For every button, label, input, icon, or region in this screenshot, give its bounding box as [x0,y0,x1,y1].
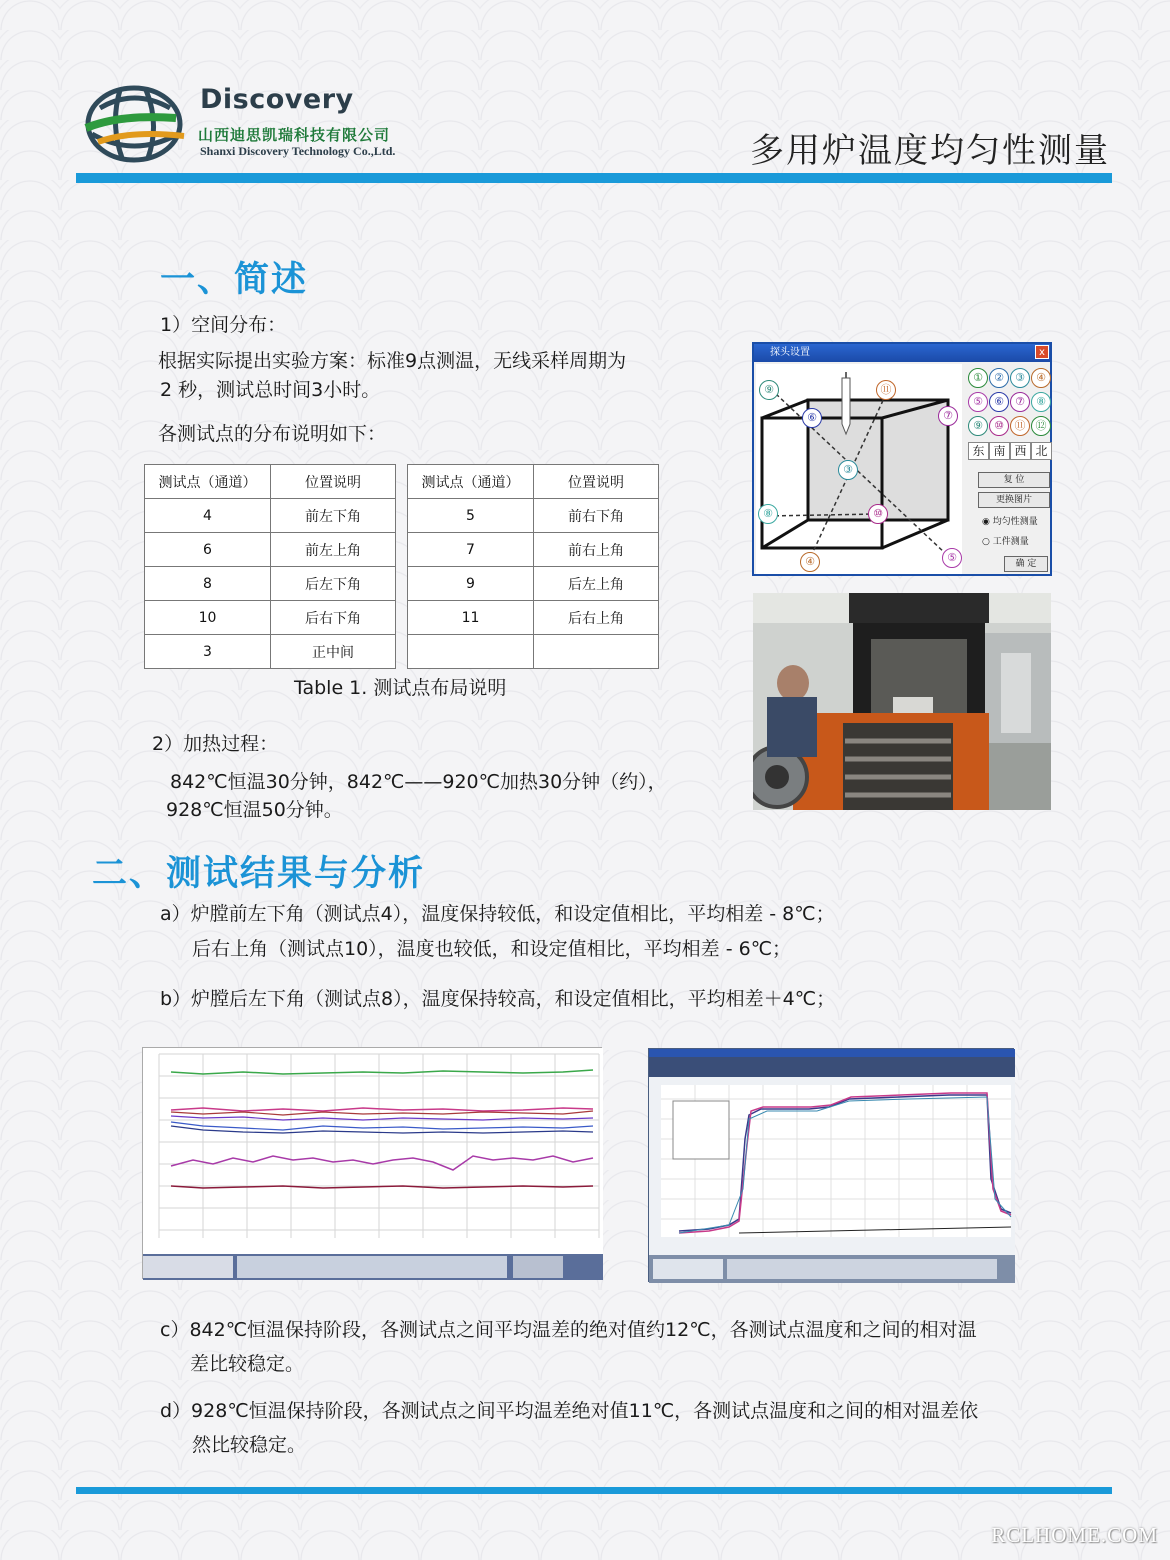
header-divider [76,173,1112,183]
close-icon[interactable]: x [1035,345,1049,359]
table-cell: 3 [145,635,271,669]
table-cell: 7 [408,533,534,567]
radio-checked-icon: ◉ [982,517,990,527]
direction-south[interactable]: 南 [989,442,1010,460]
table-cell: 后右上角 [534,601,659,635]
table-cell: 8 [145,567,271,601]
section1-heading: 一、简述 [160,260,309,300]
probe-point-9[interactable]: ⑨ [759,380,779,400]
probe-point-6[interactable]: ⑥ [802,408,822,428]
probe-point-5[interactable]: ⑤ [942,548,962,568]
table-cell: 11 [408,601,534,635]
table-header: 位置说明 [534,465,659,499]
result-d-line2: 然比较稳定。 [192,1434,307,1456]
chart-full-process-plot [649,1049,1015,1283]
probe-number-3[interactable]: ③ [1010,368,1030,388]
direction-north[interactable]: 北 [1031,442,1052,460]
table-cell: 4 [145,499,271,533]
probe-number-12[interactable]: ⑫ [1031,416,1051,436]
table-row [408,499,659,533]
globe-logo-icon [80,78,198,168]
table-cell: 前右上角 [534,533,659,567]
table-cell: 5 [408,499,534,533]
dialog-title: 探头设置 [754,344,1050,362]
table-right [407,464,659,669]
furnace-cube-diagram [756,364,962,574]
logo-company-en: Shanxi Discovery Technology Co.,Ltd. [200,144,396,158]
watermark-text: RCLHOME.COM [991,1523,1158,1547]
table-row [408,533,659,567]
probe-board [756,364,962,574]
result-b-line1: b）炉膛后左下角（测试点8），温度保持较高，和设定值相比，平均相差＋4℃； [160,988,836,1010]
table-cell: 9 [408,567,534,601]
probe-point-7[interactable]: ⑦ [938,406,958,426]
table-cell: 10 [145,601,271,635]
result-a-line1: a）炉膛前左下角（测试点4），温度保持较低，和设定值相比，平均相差 - 8℃； [160,903,835,925]
probe-point-8[interactable]: ⑧ [758,504,778,524]
furnace-photo [753,593,1051,810]
footer-divider [76,1487,1112,1494]
section1-p2: 各测试点的分布说明如下： [158,423,387,445]
probe-number-4[interactable]: ④ [1031,368,1051,388]
temperature-chart-constant [142,1047,602,1279]
section1-p1-line1: 根据实际提出实验方案：标准9点测温，无线采样周期为 [158,350,627,372]
table-row [408,635,659,669]
probe-number-2[interactable]: ② [989,368,1009,388]
radio-workpiece-label: 工件测量 [992,537,1029,547]
direction-west[interactable]: 西 [1010,442,1031,460]
section2-heading: 二、测试结果与分析 [92,854,426,894]
furnace-photo-illustration [753,593,1051,810]
probe-point-4[interactable]: ④ [800,552,820,572]
table-row [145,499,396,533]
heat-line1: 842℃恒温30分钟，842℃——920℃加热30分钟（约）， [170,771,667,793]
radio-uniformity-label: 均匀性测量 [992,517,1038,527]
table-cell [534,635,659,669]
table-cell: 正中间 [271,635,396,669]
table-caption: Table 1. 测试点布局说明 [294,677,507,699]
logo-name: Discovery [200,84,354,115]
table-row [408,567,659,601]
temperature-chart-full-process [648,1048,1014,1282]
table-cell: 后右下角 [271,601,396,635]
table-left [144,464,396,669]
probe-number-8[interactable]: ⑧ [1031,392,1051,412]
table-row [145,533,396,567]
radio-unchecked-icon: ○ [982,537,990,547]
document-title: 多用炉温度均匀性测量 [750,131,1110,171]
probe-number-9[interactable]: ⑨ [968,416,988,436]
table-header: 测试点（通道） [145,465,271,499]
table-cell [408,635,534,669]
probe-number-1[interactable]: ① [968,368,988,388]
table-cell: 后左下角 [271,567,396,601]
table-cell: 前右下角 [534,499,659,533]
heat-line2: 928℃恒温50分钟。 [166,799,343,821]
section1-sub2: 2）加热过程： [152,733,279,755]
probe-settings-dialog [752,342,1052,576]
table-header: 位置说明 [271,465,396,499]
table-cell: 6 [145,533,271,567]
radio-workpiece[interactable] [982,534,1029,547]
probe-number-6[interactable]: ⑥ [989,392,1009,412]
table-cell: 前左下角 [271,499,396,533]
table-row [145,601,396,635]
section1-sub1: 1）空间分布： [160,314,287,336]
company-logo [80,78,420,168]
table-header: 测试点（通道） [408,465,534,499]
chart-constant-plot [143,1048,603,1280]
table-row [145,567,396,601]
section1-p1-line2: 2 秒，测试总时间3小时。 [160,379,381,401]
table-row [408,601,659,635]
reset-button[interactable]: 复 位 [978,472,1050,488]
probe-number-7[interactable]: ⑦ [1010,392,1030,412]
probe-number-10[interactable]: ⑩ [989,416,1009,436]
probe-point-11[interactable]: ⑪ [876,380,896,400]
logo-company-cn: 山西迪思凯瑞科技有限公司 [198,126,391,144]
probe-number-5[interactable]: ⑤ [968,392,988,412]
table-cell: 前左上角 [271,533,396,567]
change-image-button[interactable]: 更换图片 [978,492,1050,508]
radio-uniformity[interactable] [982,514,1038,527]
table-row [145,635,396,669]
direction-east[interactable]: 东 [968,442,989,460]
ok-button[interactable]: 确 定 [1004,556,1048,572]
probe-point-3[interactable]: ③ [838,460,858,480]
result-c-line1: c）842℃恒温保持阶段，各测试点之间平均温差的绝对值约12℃，各测试点温度和之间的相对温 [160,1319,977,1341]
result-c-line2: 差比较稳定。 [190,1353,305,1375]
table-cell: 后左上角 [534,567,659,601]
probe-number-11[interactable]: ⑪ [1010,416,1030,436]
result-a-line2: 后右上角（测试点10），温度也较低，和设定值相比，平均相差 - 6℃； [192,938,792,960]
result-d-line1: d）928℃恒温保持阶段，各测试点之间平均温差绝对值11℃，各测试点温度和之间的相对温差依 [160,1400,979,1422]
probe-point-10[interactable]: ⑩ [868,504,888,524]
